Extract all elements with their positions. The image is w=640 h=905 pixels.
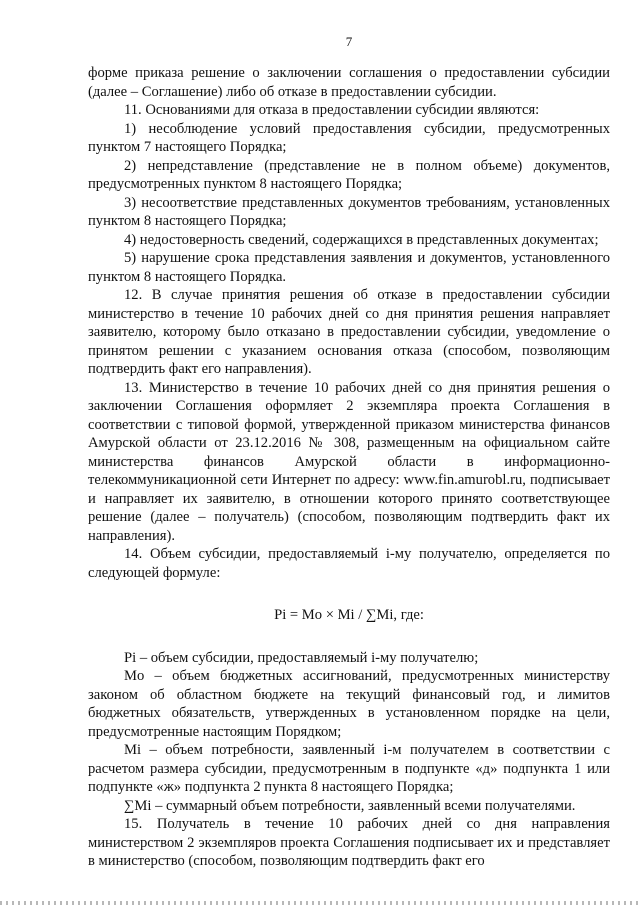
definition-mi: Mi – объем потребности, заявленный i-м получателем в соответствии с расчетом размера субсидии, предусмотренным в подпункте «д» подпункта 1 или подпункте «ж» подпункта 2 пункта 8 настоящего Порядка;: [88, 742, 610, 795]
definition-mo: Mo – объем бюджетных ассигнований, предусмотренных министерству законом об областном бюджете на текущий финансовый год, и лимитов бюджетных обязательств, утвержденных в установленном порядке на цели, предусмотренные настоящим Порядком;: [88, 668, 610, 740]
paragraph-13: 13. Министерство в течение 10 рабочих дней со дня принятия решения о заключении Соглашения оформляет 2 экземпляра проекта Соглашения в соответствии с типовой формой, утвержденной приказом министерства финансов Амурской области от 23.12.2016 № 308, размещенным на официальном сайте министерства финансов Амурской области в информационно-телекоммуникационной сети Интернет по адресу: www.fin.amurobl.ru, подписывает и направляет их заявителю, в отношении которого принято соответствующее решение (далее – получатель) (способом, позволяющим подтвердить факт их направления).: [88, 379, 610, 544]
list-item-11-5: 5) нарушение срока представления заявления и документов, установленного пунктом 8 настоящего Порядка.: [88, 250, 610, 285]
paragraph-15: 15. Получатель в течение 10 рабочих дней со дня направления министерством 2 экземпляров проекта Соглашения подписывает их и представляет в министерство (способом, позволяющим подтвердить факт его: [88, 816, 610, 869]
list-item-11-1: 1) несоблюдение условий предоставления субсидии, предусмотренных пунктом 7 настоящего Порядка;: [88, 120, 610, 155]
list-item-11-2: 2) непредставление (представление не в полном объеме) документов, предусмотренных пунктом 8 настоящего Порядка;: [88, 157, 610, 192]
list-item-11-4: 4) недостоверность сведений, содержащихся в представленных документах;: [124, 231, 599, 248]
document-page: [88, 34, 610, 871]
page-number: 7: [345, 34, 353, 49]
definition-sum-mi: ∑Mi – суммарный объем потребности, заявленный всеми получателями.: [124, 797, 576, 814]
scan-edge-artifact: [0, 901, 640, 905]
paragraph-12: 12. В случае принятия решения об отказе в предоставлении субсидии министерство в течение 10 рабочих дней со дня принятия решения направляет заявителю, которому было отказано в предоставлении субсидии, уведомление о принятом решении с указанием основания отказа (способом, позволяющим подтвердить факт его направления).: [88, 287, 610, 377]
paragraph-11: 11. Основаниями для отказа в предоставлении субсидии являются:: [124, 102, 540, 118]
formula: Pi = Mo × Mi / ∑Mi, где:: [274, 607, 424, 623]
paragraph-14: 14. Объем субсидии, предоставляемый i-му получателю, определяется по следующей формуле:: [88, 546, 610, 581]
paragraph-continuation: форме приказа решение о заключении соглашения о предоставлении субсидии (далее – Соглашение) либо об отказе в предоставлении субсидии.: [88, 65, 610, 100]
definition-pi: Pi – объем субсидии, предоставляемый i-му получателю;: [124, 649, 479, 666]
list-item-11-3: 3) несоответствие представленных документов требованиям, установленных пунктом 8 настоящего Порядка;: [88, 194, 610, 229]
